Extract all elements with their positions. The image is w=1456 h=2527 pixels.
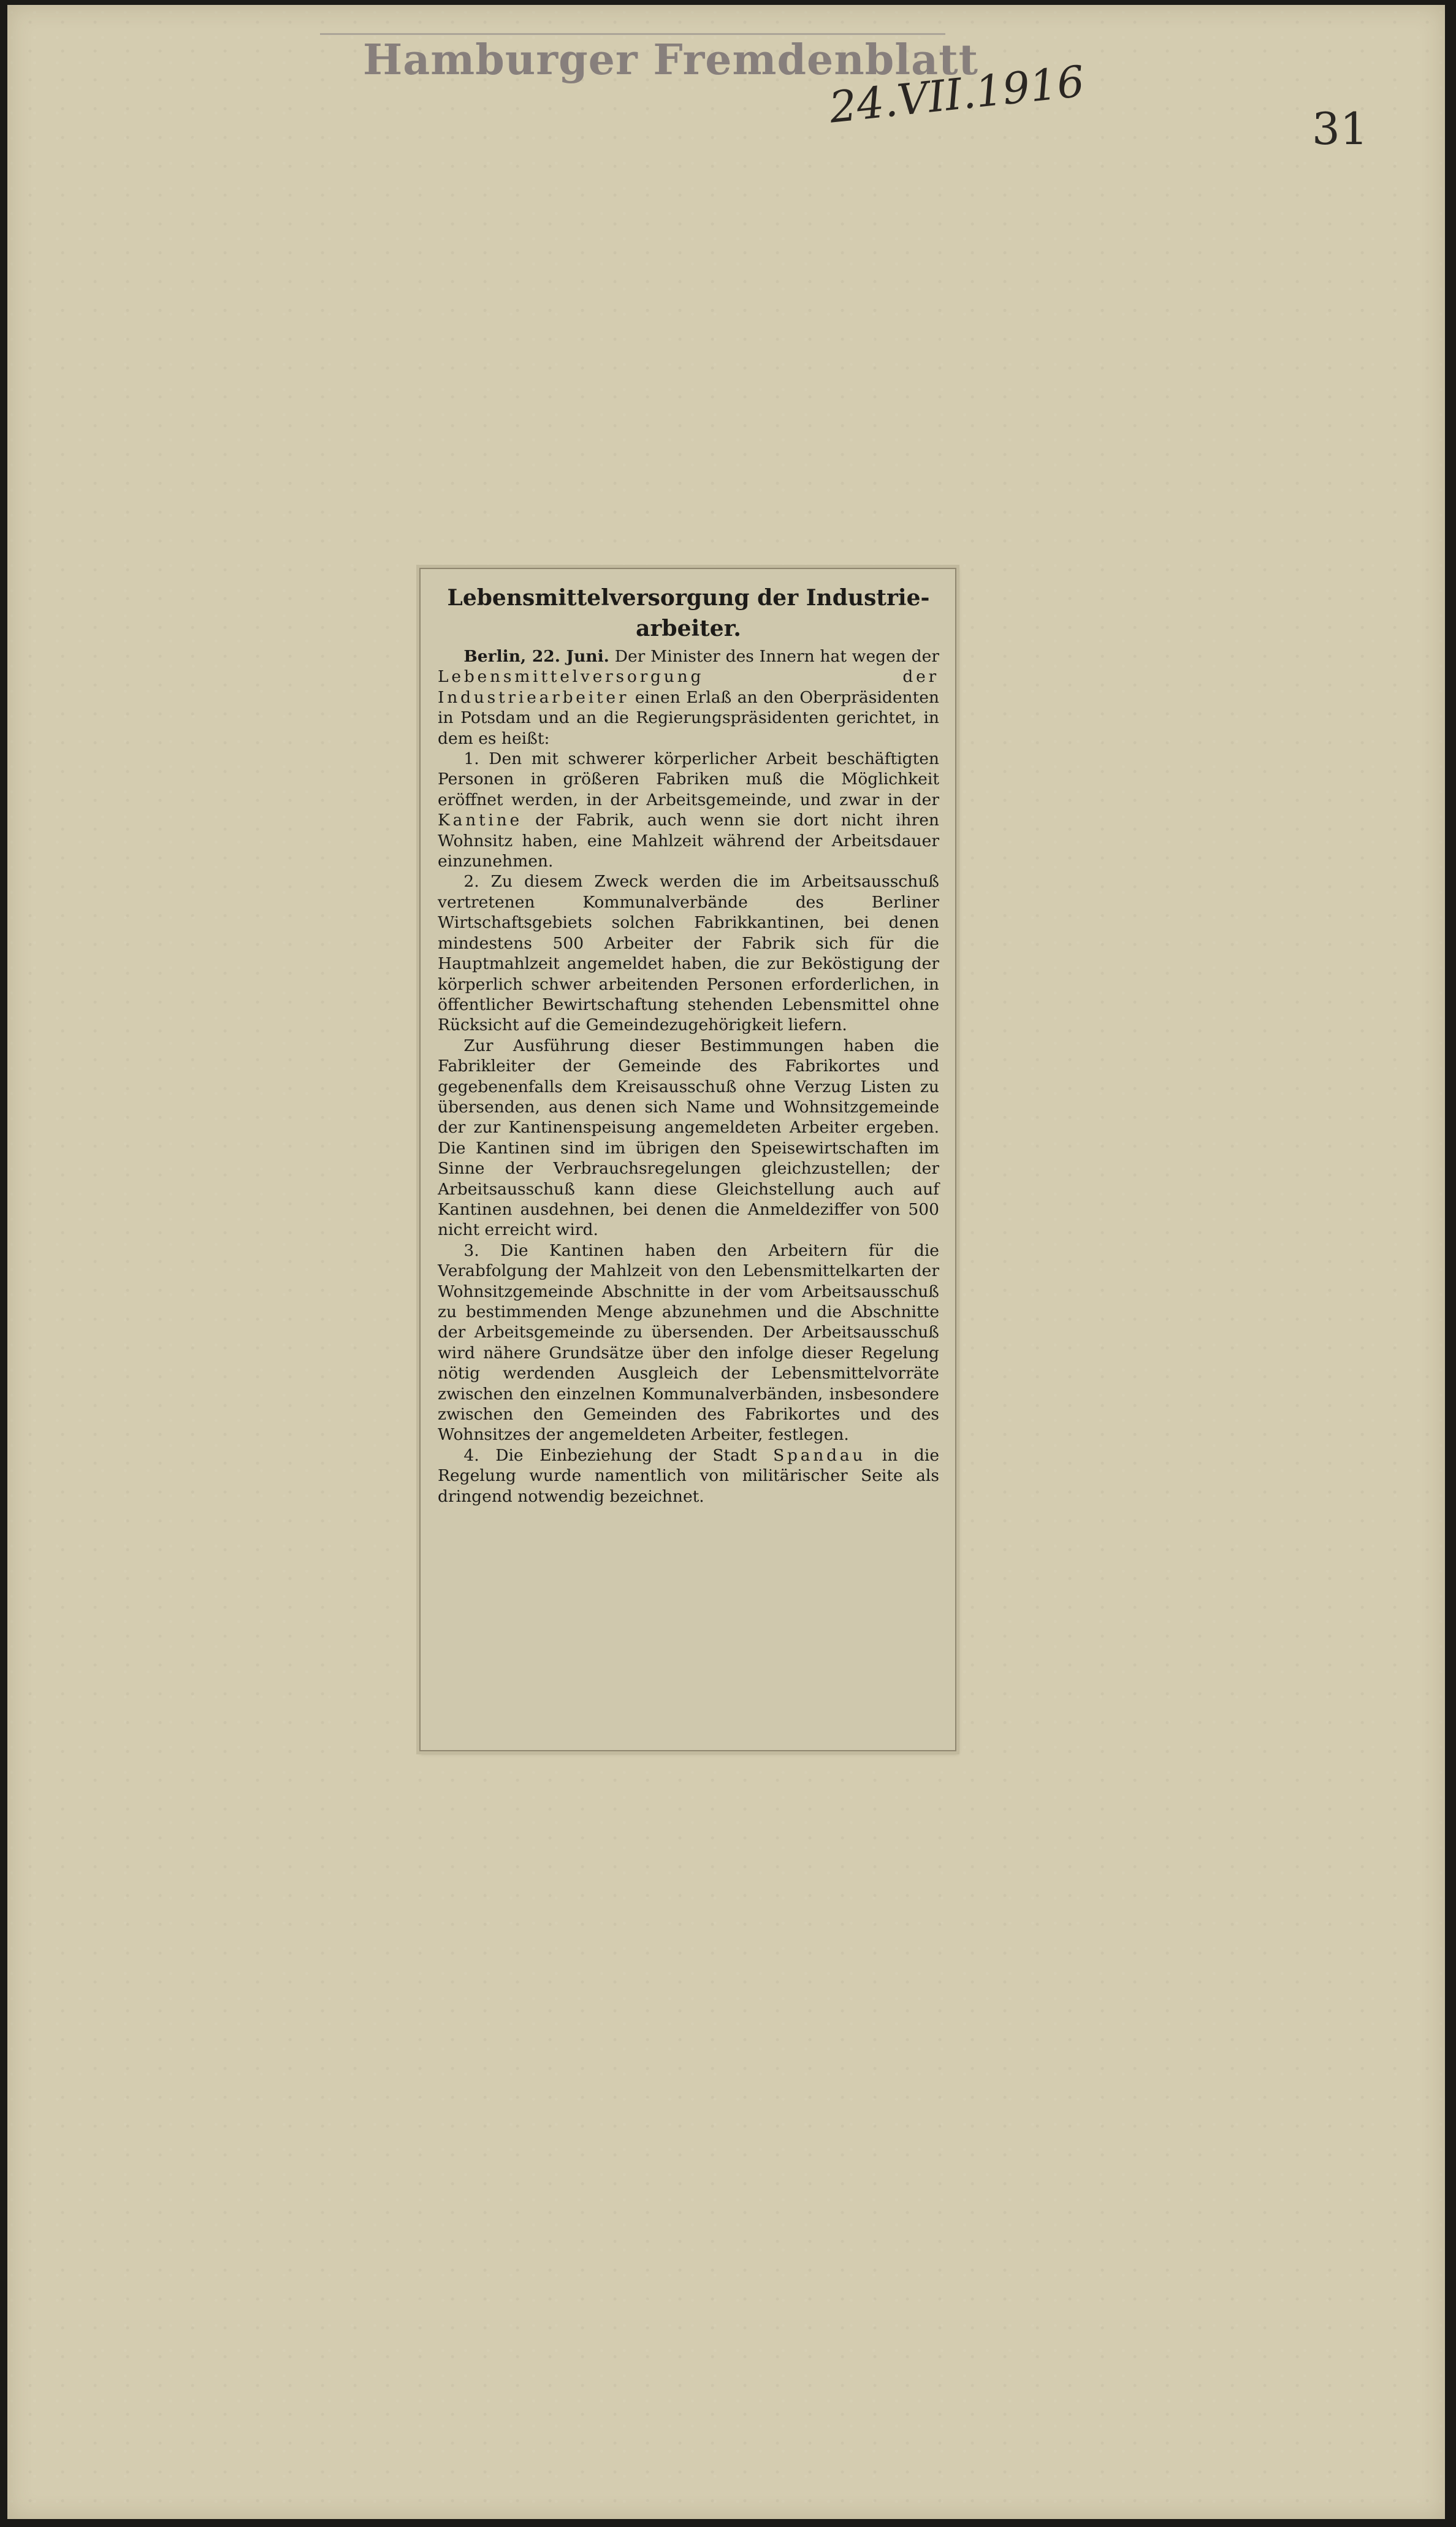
- paragraph-1-before: 1. Den mit schwerer körperlicher Arbeit beschäftigten Personen in größeren Fabriken muß die Möglichkeit eröffnet werden, in der Arbeitsgemeinde, und zwar in der: [438, 749, 939, 809]
- paragraph-2: 2. Zu diesem Zweck werden die im Arbeitsausschuß vertretenen Kommunalverbände des Berliner Wirtschaftsgebiets solchen Fabrikkantinen, bei denen mindestens 500 Arbeiter der Fabrik sich für die Hauptmahlzeit angemeldet haben, die zur Beköstigung der körperlich schwer arbeitenden Personen erforderlichen, in öffentlicher Bewirtschaftung stehenden Lebensmittel ohne Rücksicht auf die Gemeindezugehörigkeit liefern.: [438, 872, 939, 1035]
- paragraph-1-after: der Fabrik, auch wenn sie dort nicht ihren Wohnsitz haben, eine Mahlzeit während der Arbeitsdauer einzunehmen.: [438, 811, 939, 871]
- dateline: Berlin, 22. Juni.: [463, 647, 609, 666]
- intro-text-before: Der Minister des Innern hat wegen der: [609, 647, 939, 666]
- newspaper-clipping: [419, 568, 956, 1751]
- archive-mount-board: [7, 5, 1445, 2519]
- paragraph-4: [438, 1445, 939, 1507]
- paragraph-2b: Zur Ausführung dieser Bestimmungen haben die Fabrikleiter der Gemeinde des Fabrikortes und gegebenenfalls dem Kreisausschuß ohne Verzug Listen zu übersenden, aus denen sich Name und Wohnsitzgemeinde der zur Kantinenspeisung angemeldeten Arbeiter ergeben. Die Kantinen sind im übrigen den Speisewirtschaften im Sinne der Verbrauchsregelungen gleichzustellen; der Arbeitsausschuß kann diese Gleichstellung auch auf Kantinen ausdehnen, bei denen die Anmeldeziffer von 500 nicht erreicht wird.: [438, 1036, 939, 1240]
- headline-line-1: Lebensmittelversorgung der Industrie-: [447, 585, 930, 611]
- paragraph-1: [438, 749, 939, 871]
- paragraph-4-emphasis: Spandau: [773, 1445, 866, 1465]
- intro-text-after: einen Erlaß an den Oberpräsidenten in Potsdam und an die Regierungspräsidenten gerichtet, in dem es heißt:: [438, 687, 939, 748]
- intro-emphasis: Lebensmittelversorgung der Industriearbeiter: [438, 667, 939, 707]
- page-number: 31: [1312, 103, 1368, 155]
- intro-paragraph: [438, 646, 939, 749]
- headline-line-2: arbeiter.: [636, 616, 741, 641]
- paragraph-4-after: in die Regelung wurde namentlich von militärischer Seite als dringend notwendig bezeichnet.: [438, 1445, 939, 1506]
- article-headline: [438, 583, 939, 644]
- paragraph-3: 3. Die Kantinen haben den Arbeitern für die Verabfolgung der Mahlzeit von den Lebensmittelkarten der Wohnsitzgemeinde Abschnitte in der vom Arbeitsausschuß zu bestimmenden Menge abzunehmen und die Abschnitte der Arbeitsgemeinde zu übersenden. Der Arbeitsausschuß wird nähere Grundsätze über den infolge dieser Regelung nötig werdenden Ausgleich der Lebensmittelvorräte zwischen den einzelnen Kommunalverbänden, insbesondere zwischen den Gemeinden des Fabrikortes und des Wohnsitzes der angemeldeten Arbeiter, festlegen.: [438, 1241, 939, 1445]
- paragraph-1-emphasis: Kantine: [438, 811, 522, 830]
- handwritten-date: 24.VII.1916: [826, 56, 1087, 133]
- newspaper-name-stamp: Hamburger Fremdenblatt: [363, 36, 979, 85]
- article-body: [438, 646, 939, 1507]
- stamp-rule: [320, 33, 945, 35]
- paragraph-4-before: 4. Die Einbeziehung der Stadt: [463, 1445, 774, 1465]
